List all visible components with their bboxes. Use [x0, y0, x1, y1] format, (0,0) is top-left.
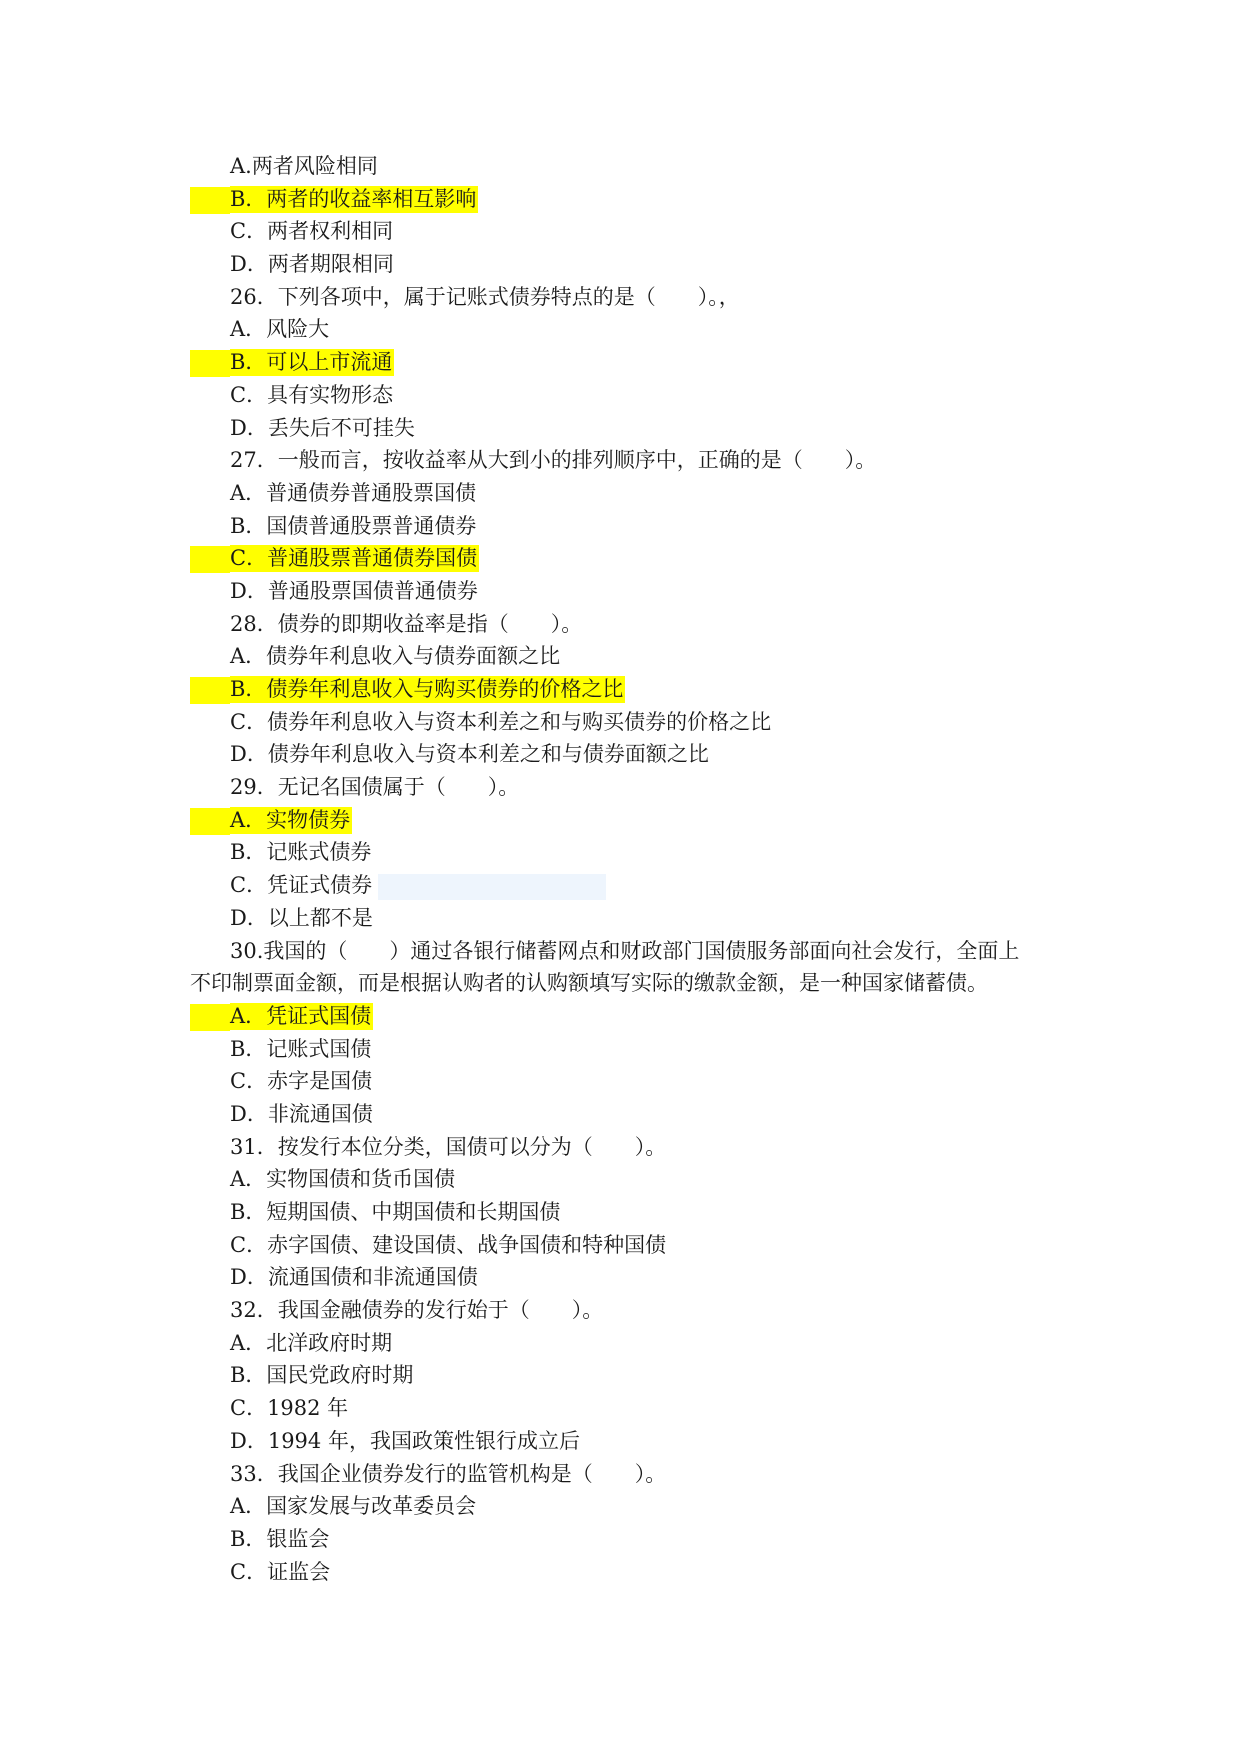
line-text: B．短期国债、中期国债和长期国债 [230, 1200, 561, 1224]
line-text: C．赤字国债、建设国债、战争国债和特种国债 [230, 1232, 667, 1257]
text-line [190, 1065, 1070, 1098]
line-text: 29．无记名国债属于（ ）。 [230, 775, 520, 800]
text-line [190, 412, 1070, 445]
line-text: 26．下列各项中，属于记账式债券特点的是（ ）。， [230, 284, 740, 309]
text-line [190, 608, 1070, 641]
line-text: C．凭证式债券 [230, 873, 373, 898]
text-line [190, 248, 1070, 281]
line-text: B．国债普通股票普通债券 [230, 513, 477, 538]
line-text: B．银监会 [230, 1526, 330, 1551]
highlighted-answer-line [190, 673, 1070, 706]
line-text: D．非流通国债 [230, 1101, 373, 1126]
line-text: D．债券年利息收入与资本利差之和与债券面额之比 [230, 742, 709, 767]
line-text: D．流通国债和非流通国债 [230, 1265, 478, 1290]
line-text: A．凭证式国债 [230, 1003, 372, 1028]
line-text: B．记账式债券 [230, 840, 372, 865]
line-text: C．1982 年 [230, 1396, 349, 1421]
text-line [190, 215, 1070, 248]
line-text: 32．我国金融债券的发行始于（ ）。 [230, 1298, 604, 1323]
line-text: C．普通股票普通债券国债 [230, 546, 478, 571]
line-text: A．普通债券普通股票国债 [230, 480, 477, 505]
line-text: B．两者的收益率相互影响 [230, 186, 477, 211]
text-line [190, 1033, 1070, 1066]
text-line [190, 510, 1070, 543]
line-text: A.两者风险相同 [230, 154, 378, 178]
highlighted-answer-line [190, 183, 1070, 216]
line-text: 30.我国的（ ）通过各银行储蓄网点和财政部门国债服务部面向社会发行，全面上 [230, 938, 1020, 963]
text-line [190, 1458, 1070, 1491]
line-text: 不印制票面金额，而是根据认购者的认购额填写实际的缴款金额，是一种国家储蓄债。 [190, 971, 988, 996]
text-line [190, 1490, 1070, 1523]
text-line [190, 1425, 1070, 1458]
line-text: C．赤字是国债 [230, 1069, 373, 1094]
text-line [190, 1556, 1070, 1589]
line-text: D．丢失后不可挂失 [230, 415, 415, 440]
watermark-overlay [378, 874, 606, 900]
document-body [190, 150, 1070, 1588]
line-text: B．可以上市流通 [230, 350, 393, 375]
highlight-marker [190, 677, 230, 704]
line-text: A．债券年利息收入与债券面额之比 [230, 644, 561, 669]
line-text: A．国家发展与改革委员会 [230, 1494, 477, 1519]
text-line [190, 935, 1070, 968]
text-line [190, 1294, 1070, 1327]
text-line [190, 477, 1070, 510]
line-text: 27．一般而言，按收益率从大到小的排列顺序中，正确的是（ ）。 [230, 448, 877, 473]
text-line [190, 967, 1070, 1000]
line-text: D．两者期限相同 [230, 252, 394, 277]
line-text: B．债券年利息收入与购买债券的价格之比 [230, 677, 624, 701]
text-line [190, 771, 1070, 804]
text-line [190, 836, 1070, 869]
line-text: C．债券年利息收入与资本利差之和与购买债券的价格之比 [230, 709, 772, 734]
highlight-marker [190, 808, 230, 835]
text-line [190, 1229, 1070, 1262]
line-text: A．实物国债和货币国债 [230, 1167, 456, 1192]
highlight-marker [190, 350, 230, 377]
text-line [190, 281, 1070, 314]
line-text: A．风险大 [230, 317, 330, 342]
text-line [190, 1261, 1070, 1294]
text-line [190, 150, 1070, 183]
text-line [190, 902, 1070, 935]
text-line [190, 1523, 1070, 1556]
highlighted-answer-line [190, 346, 1070, 379]
line-text: C．具有实物形态 [230, 382, 394, 407]
line-text: C．两者权利相同 [230, 219, 394, 244]
text-line [190, 640, 1070, 673]
highlighted-answer-line [190, 804, 1070, 837]
text-line [190, 1359, 1070, 1392]
line-text: 33．我国企业债券发行的监管机构是（ ）。 [230, 1461, 667, 1486]
line-text: 28．债券的即期收益率是指（ ）。 [230, 611, 583, 636]
line-text: B．国民党政府时期 [230, 1363, 414, 1388]
text-line [190, 1196, 1070, 1229]
text-line [190, 1131, 1070, 1164]
line-text: D．普通股票国债普通债券 [230, 578, 478, 603]
line-text: A．实物债券 [230, 807, 351, 832]
highlight-marker [190, 1004, 230, 1031]
text-line [190, 1163, 1070, 1196]
line-text: D．1994 年，我国政策性银行成立后 [230, 1428, 580, 1453]
line-text: D．以上都不是 [230, 905, 373, 930]
text-line [190, 1327, 1070, 1360]
text-line [190, 444, 1070, 477]
line-text: A．北洋政府时期 [230, 1330, 393, 1355]
highlight-marker [190, 187, 230, 214]
text-line [190, 379, 1070, 412]
text-line [190, 1392, 1070, 1425]
highlighted-answer-line [190, 1000, 1070, 1033]
text-line [190, 869, 1070, 902]
text-line [190, 738, 1070, 771]
text-line [190, 706, 1070, 739]
line-text: 31．按发行本位分类，国债可以分为（ ）。 [230, 1134, 667, 1159]
text-line [190, 575, 1070, 608]
text-line [190, 1098, 1070, 1131]
text-line [190, 313, 1070, 346]
line-text: B．记账式国债 [230, 1036, 372, 1061]
highlight-marker [190, 546, 230, 573]
line-text: C．证监会 [230, 1559, 331, 1584]
highlighted-answer-line [190, 542, 1070, 575]
